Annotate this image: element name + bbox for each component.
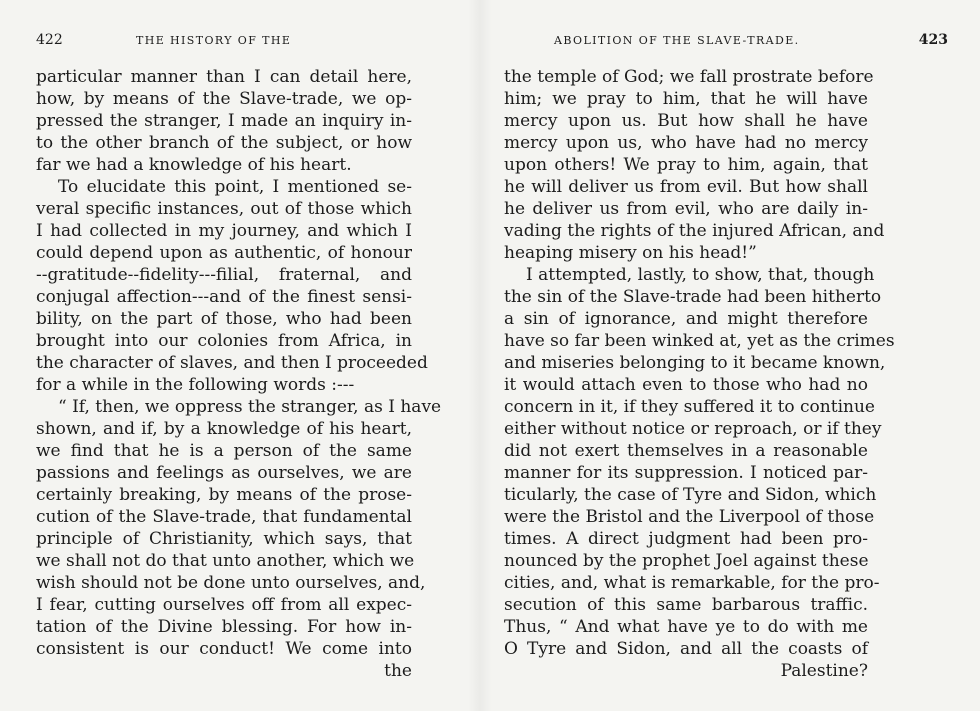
text-line: upon others! We pray to him, again, that xyxy=(504,155,868,175)
text-line: Palestine? xyxy=(780,661,868,681)
text-line: he deliver us from evil, who are daily in- xyxy=(504,199,868,219)
text-line: secution of this same barbarous traffic. xyxy=(504,595,868,615)
text-line: for a while in the following words :--- xyxy=(36,375,355,395)
text-line: it would attach even to those who had no xyxy=(504,375,868,395)
text-line: the temple of God; we fall prostrate before xyxy=(504,67,874,87)
text-line: ticularly, the case of Tyre and Sidon, which xyxy=(504,485,877,505)
text-line: veral specific instances, out of those which xyxy=(36,199,412,219)
text-line: I fear, cutting ourselves off from all expec- xyxy=(36,595,412,615)
text-line: manner for its suppression. I noticed par- xyxy=(504,463,868,483)
text-line: “ If, then, we oppress the stranger, as I have xyxy=(58,397,442,417)
left-running-head: THE HISTORY OF THE xyxy=(136,34,292,47)
left-page-text xyxy=(36,66,442,682)
text-line: times. A direct judgment had been pro- xyxy=(504,529,868,549)
text-line: nounced by the prophet Joel against these xyxy=(504,551,869,571)
text-line: brought into our colonies from Africa, in xyxy=(36,331,412,351)
text-line: the sin of the Slave-trade had been hitherto xyxy=(504,287,882,307)
text-line: I attempted, lastly, to show, that, though xyxy=(526,265,875,285)
text-line: wish should not be done unto ourselves, and, xyxy=(36,573,426,593)
right-page-text xyxy=(504,66,895,682)
text-line: certainly breaking, by means of the prose- xyxy=(36,485,412,505)
text-line: and miseries belonging to it became known, xyxy=(504,353,886,373)
text-line: heaping misery on his head!” xyxy=(504,243,757,263)
text-line: tation of the Divine blessing. For how in- xyxy=(36,617,412,637)
text-line: --gratitude--fidelity---filial, fraternal, and xyxy=(36,265,412,285)
text-line: the xyxy=(384,661,412,681)
right-running-head: ABOLITION OF THE SLAVE-TRADE. xyxy=(554,34,800,47)
text-line: we find that he is a person of the same xyxy=(36,441,412,461)
text-line: pressed the stranger, I made an inquiry in- xyxy=(36,111,412,131)
text-line: I had collected in my journey, and which I xyxy=(36,221,412,241)
text-line: did not exert themselves in a reasonable xyxy=(504,441,868,461)
text-line: he will deliver us from evil. But how shall xyxy=(504,177,868,197)
right-page xyxy=(480,0,980,711)
text-line: Thus, “ And what have ye to do with me xyxy=(504,617,868,637)
text-line: either without notice or reproach, or if they xyxy=(504,419,882,439)
text-line: mercy upon us. But how shall he have xyxy=(504,111,868,131)
text-line: particular manner than I can detail here, xyxy=(36,67,412,87)
text-line: conjugal affection---and of the finest sensi- xyxy=(36,287,412,307)
text-line: him; we pray to him, that he will have xyxy=(504,89,868,109)
right-page-number: 423 xyxy=(918,32,948,48)
text-line: O Tyre and Sidon, and all the coasts of xyxy=(504,639,868,659)
text-line: consistent is our conduct! We come into xyxy=(36,639,412,659)
text-line: we shall not do that unto another, which we xyxy=(36,551,415,571)
left-page-number: 422 xyxy=(36,32,63,48)
text-line: passions and feelings as ourselves, we are xyxy=(36,463,412,483)
text-line: have so far been winked at, yet as the crimes xyxy=(504,331,895,351)
text-line: principle of Christianity, which says, that xyxy=(36,529,412,549)
text-line: the character of slaves, and then I proceeded xyxy=(36,353,428,373)
text-line: mercy upon us, who have had no mercy xyxy=(504,133,868,153)
text-line: a sin of ignorance, and might therefore xyxy=(504,309,868,329)
text-line: shown, and if, by a knowledge of his heart, xyxy=(36,419,412,439)
text-line: to the other branch of the subject, or how xyxy=(36,133,412,153)
text-line: To elucidate this point, I mentioned se- xyxy=(58,177,412,197)
text-line: could depend upon as authentic, of honour xyxy=(36,243,412,263)
left-page xyxy=(0,0,480,711)
text-line: bility, on the part of those, who had been xyxy=(36,309,412,329)
text-line: far we had a knowledge of his heart. xyxy=(36,155,352,175)
text-line: were the Bristol and the Liverpool of those xyxy=(504,507,875,527)
text-line: cities, and, what is remarkable, for the pro- xyxy=(504,573,880,593)
text-line: concern in it, if they suffered it to continue xyxy=(504,397,875,417)
text-line: cution of the Slave-trade, that fundamental xyxy=(36,507,412,527)
text-line: how, by means of the Slave-trade, we op- xyxy=(36,89,412,109)
text-line: vading the rights of the injured African, and xyxy=(504,221,885,241)
